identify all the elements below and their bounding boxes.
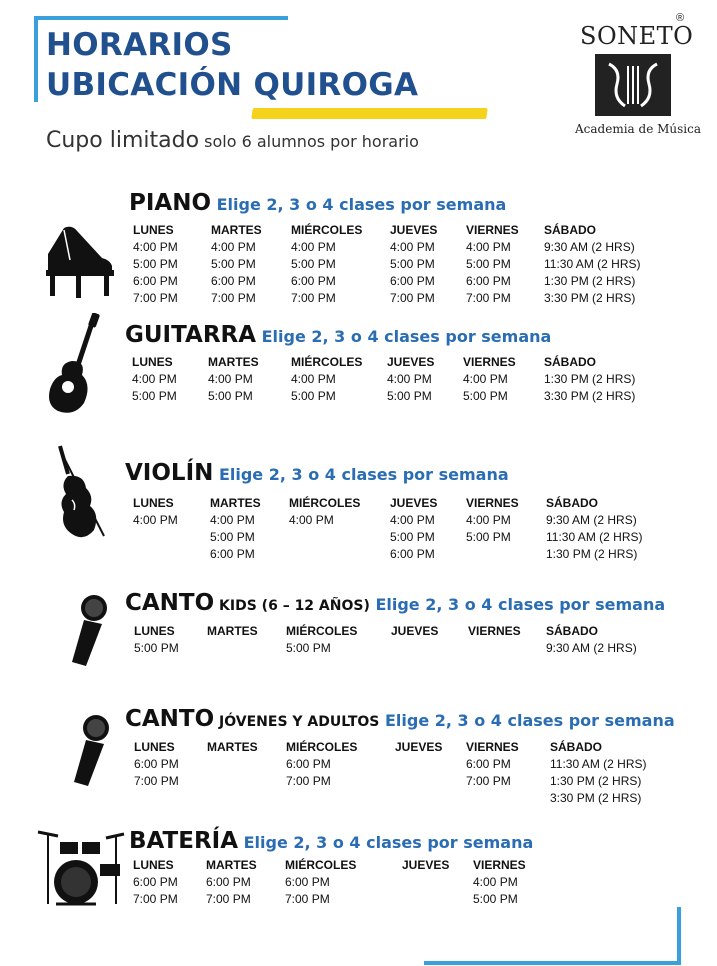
- time-slot: 7:00 PM: [133, 291, 178, 305]
- time-slot: 6:00 PM: [211, 274, 256, 288]
- section-title: [125, 589, 665, 620]
- microphone-icon: [68, 594, 108, 668]
- time-slot: 7:00 PM: [211, 291, 256, 305]
- subtitle-main: Cupo limitado: [46, 128, 200, 153]
- section-frequency-note: Elige 2, 3 o 4 clases por semana: [211, 195, 507, 214]
- day-header: JUEVES: [391, 624, 439, 638]
- day-header: LUNES: [134, 624, 175, 638]
- day-header: VIERNES: [463, 355, 516, 369]
- time-slot: 3:30 PM (2 HRS): [544, 389, 636, 403]
- section-name: PIANO: [129, 190, 212, 216]
- time-slot: 11:30 AM (2 HRS): [550, 757, 647, 771]
- time-slot: 7:00 PM: [286, 774, 331, 788]
- section-frequency-note: Elige 2, 3 o 4 clases por semana: [213, 465, 509, 484]
- time-slot: 4:00 PM: [132, 372, 177, 386]
- frame-line-right: [677, 907, 681, 965]
- time-slot: 1:30 PM (2 HRS): [550, 774, 642, 788]
- time-slot: 7:00 PM: [133, 892, 178, 906]
- day-header: VIERNES: [473, 858, 526, 872]
- time-slot: 6:00 PM: [206, 875, 251, 889]
- time-slot: 4:00 PM: [133, 513, 178, 527]
- time-slot: 4:00 PM: [133, 240, 178, 254]
- section-frequency-note: Elige 2, 3 o 4 clases por semana: [379, 711, 675, 730]
- time-slot: 11:30 AM (2 HRS): [544, 257, 641, 271]
- day-header: VIERNES: [468, 624, 521, 638]
- time-slot: 4:00 PM: [463, 372, 508, 386]
- section-title: [125, 705, 675, 736]
- time-slot: 5:00 PM: [208, 389, 253, 403]
- day-header: MIÉRCOLES: [291, 223, 363, 237]
- time-slot: 5:00 PM: [387, 389, 432, 403]
- title-highlight-stroke: [251, 108, 488, 119]
- section-name: GUITARRA: [125, 322, 257, 348]
- logo-tagline: Academia de Música: [575, 122, 701, 136]
- day-header: SÁBADO: [550, 740, 603, 754]
- day-header: MIÉRCOLES: [286, 740, 358, 754]
- time-slot: 7:00 PM: [134, 774, 179, 788]
- day-header: LUNES: [132, 355, 173, 369]
- day-header: MARTES: [210, 496, 261, 510]
- time-slot: 4:00 PM: [390, 513, 435, 527]
- section-title: [129, 189, 506, 220]
- registered-mark: ®: [676, 12, 685, 24]
- section-title: [125, 321, 551, 352]
- time-slot: 6:00 PM: [466, 757, 511, 771]
- frame-line-bottom: [424, 961, 681, 965]
- time-slot: 6:00 PM: [291, 274, 336, 288]
- time-slot: 6:00 PM: [210, 547, 255, 561]
- time-slot: 7:00 PM: [285, 892, 330, 906]
- logo-wordmark: SONETO: [580, 22, 694, 50]
- time-slot: 5:00 PM: [291, 389, 336, 403]
- time-slot: 6:00 PM: [390, 547, 435, 561]
- time-slot: 3:30 PM (2 HRS): [550, 791, 642, 805]
- time-slot: 7:00 PM: [466, 291, 511, 305]
- time-slot: 5:00 PM: [473, 892, 518, 906]
- time-slot: 5:00 PM: [211, 257, 256, 271]
- time-slot: 5:00 PM: [134, 641, 179, 655]
- time-slot: 6:00 PM: [466, 274, 511, 288]
- time-slot: 1:30 PM (2 HRS): [544, 372, 636, 386]
- day-header: MARTES: [207, 624, 258, 638]
- section-title: [125, 459, 509, 490]
- time-slot: 4:00 PM: [390, 240, 435, 254]
- guitar-icon: [46, 313, 104, 419]
- time-slot: 5:00 PM: [286, 641, 331, 655]
- time-slot: 11:30 AM (2 HRS): [546, 530, 643, 544]
- day-header: SÁBADO: [546, 624, 599, 638]
- day-header: MARTES: [207, 740, 258, 754]
- section-name: VIOLÍN: [125, 460, 214, 486]
- time-slot: 4:00 PM: [289, 513, 334, 527]
- day-header: SÁBADO: [544, 355, 597, 369]
- day-header: LUNES: [133, 223, 174, 237]
- day-header: LUNES: [133, 858, 174, 872]
- time-slot: 4:00 PM: [466, 240, 511, 254]
- time-slot: 3:30 PM (2 HRS): [544, 291, 636, 305]
- day-header: MIÉRCOLES: [286, 624, 358, 638]
- time-slot: 4:00 PM: [208, 372, 253, 386]
- day-header: VIERNES: [466, 496, 519, 510]
- time-slot: 5:00 PM: [466, 257, 511, 271]
- time-slot: 4:00 PM: [466, 513, 511, 527]
- section-name: CANTO: [125, 590, 215, 616]
- time-slot: 4:00 PM: [210, 513, 255, 527]
- time-slot: 1:30 PM (2 HRS): [546, 547, 638, 561]
- day-header: MARTES: [206, 858, 257, 872]
- time-slot: 7:00 PM: [206, 892, 251, 906]
- time-slot: 6:00 PM: [133, 274, 178, 288]
- section-age-group: JÓVENES Y ADULTOS: [214, 714, 380, 730]
- day-header: JUEVES: [390, 223, 438, 237]
- day-header: VIERNES: [466, 740, 519, 754]
- time-slot: 5:00 PM: [291, 257, 336, 271]
- frame-line-top: [34, 16, 288, 20]
- time-slot: 5:00 PM: [210, 530, 255, 544]
- time-slot: 4:00 PM: [211, 240, 256, 254]
- section-frequency-note: Elige 2, 3 o 4 clases por semana: [256, 327, 552, 346]
- section-age-group: KIDS (6 – 12 AÑOS): [214, 598, 370, 614]
- time-slot: 5:00 PM: [390, 257, 435, 271]
- time-slot: 4:00 PM: [387, 372, 432, 386]
- time-slot: 4:00 PM: [473, 875, 518, 889]
- section-name: CANTO: [125, 706, 215, 732]
- time-slot: 9:30 AM (2 HRS): [544, 240, 635, 254]
- day-header: MIÉRCOLES: [285, 858, 357, 872]
- time-slot: 7:00 PM: [390, 291, 435, 305]
- section-name: BATERÍA: [129, 828, 239, 854]
- page-subtitle: [46, 128, 419, 153]
- time-slot: 7:00 PM: [291, 291, 336, 305]
- time-slot: 9:30 AM (2 HRS): [546, 513, 637, 527]
- drum-kit-icon: [36, 826, 126, 908]
- time-slot: 6:00 PM: [133, 875, 178, 889]
- day-header: JUEVES: [395, 740, 443, 754]
- time-slot: 5:00 PM: [132, 389, 177, 403]
- logo-lyre-icon: [595, 54, 671, 116]
- day-header: SÁBADO: [544, 223, 597, 237]
- time-slot: 7:00 PM: [466, 774, 511, 788]
- page-title-line2: UBICACIÓN QUIROGA: [46, 67, 419, 103]
- section-frequency-note: Elige 2, 3 o 4 clases por semana: [238, 833, 534, 852]
- time-slot: 5:00 PM: [466, 530, 511, 544]
- time-slot: 5:00 PM: [463, 389, 508, 403]
- time-slot: 6:00 PM: [286, 757, 331, 771]
- time-slot: 5:00 PM: [390, 530, 435, 544]
- piano-icon: [42, 224, 116, 300]
- time-slot: 6:00 PM: [390, 274, 435, 288]
- violin-icon: [54, 444, 110, 542]
- time-slot: 9:30 AM (2 HRS): [546, 641, 637, 655]
- time-slot: 6:00 PM: [134, 757, 179, 771]
- day-header: MARTES: [208, 355, 259, 369]
- time-slot: 4:00 PM: [291, 372, 336, 386]
- day-header: VIERNES: [466, 223, 519, 237]
- day-header: JUEVES: [402, 858, 450, 872]
- day-header: MARTES: [211, 223, 262, 237]
- day-header: MIÉRCOLES: [291, 355, 363, 369]
- day-header: LUNES: [133, 496, 174, 510]
- time-slot: 4:00 PM: [291, 240, 336, 254]
- day-header: LUNES: [134, 740, 175, 754]
- microphone-icon: [70, 714, 110, 788]
- section-title: [129, 827, 533, 858]
- day-header: JUEVES: [387, 355, 435, 369]
- subtitle-detail: solo 6 alumnos por horario: [199, 132, 419, 151]
- time-slot: 6:00 PM: [285, 875, 330, 889]
- frame-line-left: [34, 16, 38, 102]
- section-frequency-note: Elige 2, 3 o 4 clases por semana: [369, 595, 666, 614]
- time-slot: 1:30 PM (2 HRS): [544, 274, 636, 288]
- day-header: MIÉRCOLES: [289, 496, 361, 510]
- day-header: JUEVES: [390, 496, 438, 510]
- day-header: SÁBADO: [546, 496, 599, 510]
- page-title-line1: HORARIOS: [46, 27, 233, 63]
- time-slot: 5:00 PM: [133, 257, 178, 271]
